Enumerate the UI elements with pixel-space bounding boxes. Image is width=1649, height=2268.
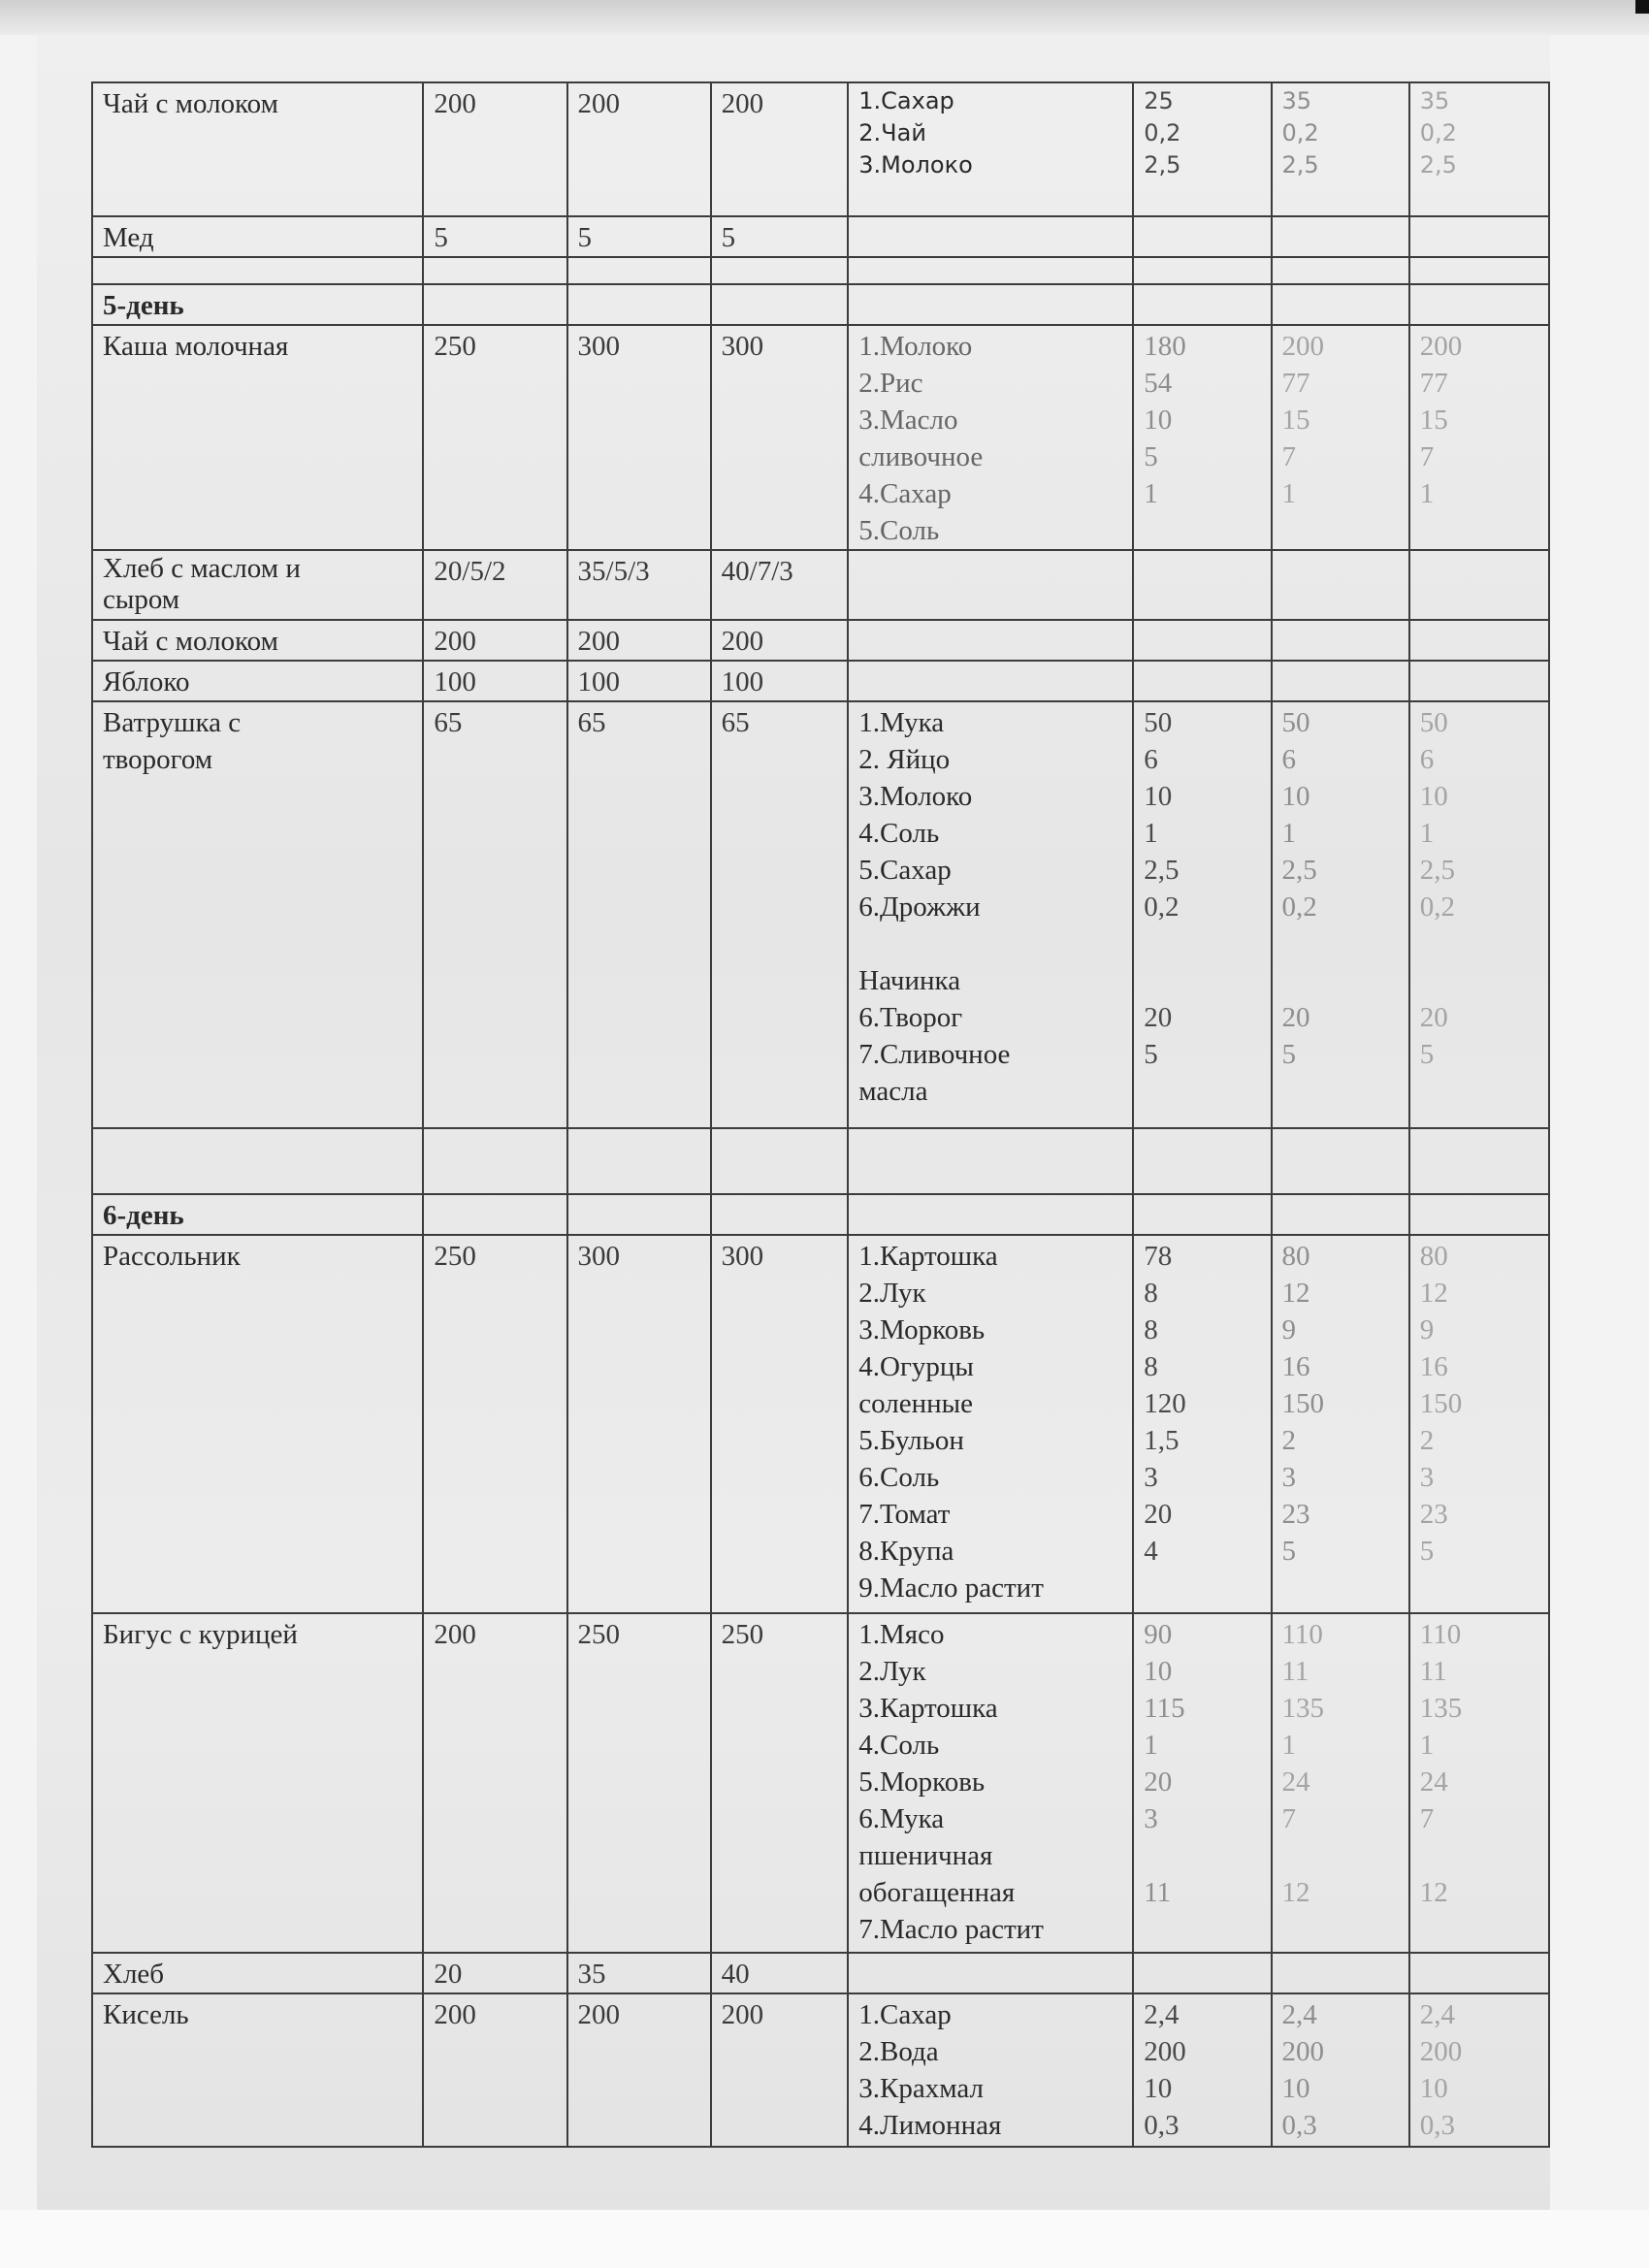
ingredients-cell (848, 82, 1133, 216)
ingredient: сливочное (858, 441, 984, 472)
ingredient: 3.Молоко (858, 781, 973, 812)
ingredient: 1.Мясо (858, 1619, 945, 1650)
portion-1: 100 (423, 661, 566, 701)
dish-name: Яблоко (92, 661, 423, 701)
portion-1: 20 (423, 1953, 566, 1993)
empty-row (92, 1128, 1549, 1194)
table-row (92, 550, 1549, 620)
ingredient: 2.Рис (858, 368, 923, 399)
table-row (92, 701, 1549, 1128)
portion-3: 200 (711, 1993, 849, 2147)
amount-col-1: 50 6 10 1 2,5 0,2 20 5 (1133, 701, 1271, 1128)
filling-label: Начинка (858, 965, 961, 996)
amount-col-2: 80 12 9 16 150 2 3 23 5 (1272, 1235, 1409, 1613)
amount-col-1: 2,4 200 10 0,3 (1133, 1993, 1271, 2147)
ingredient: 6.Дрожжи (858, 891, 981, 923)
portion-2: 35/5/3 (567, 550, 711, 620)
ingredient: 6.Соль (858, 1462, 940, 1493)
dish-name: Бигус с курицей (92, 1613, 423, 1953)
dish-name: Мед (92, 216, 423, 257)
portion-3: 300 (711, 1235, 849, 1613)
amount-col-1: 180 54 10 5 1 (1133, 325, 1271, 550)
ingredient: 4.Соль (858, 1730, 940, 1761)
portion-1: 200 (423, 82, 566, 216)
ingredient: обогащенная (858, 1877, 1016, 1908)
portion-2: 250 (567, 1613, 711, 1953)
amount-col-2: 200 77 15 7 1 (1272, 325, 1409, 550)
empty-row (92, 257, 1549, 284)
portion-1: 5 (423, 216, 566, 257)
amount-col-1: 25 0,2 2,5 (1133, 82, 1271, 216)
ingredient: 6.Творог (858, 1002, 963, 1033)
ingredients-cell (848, 325, 1133, 550)
portion-1: 200 (423, 1613, 566, 1953)
ingredient: 8.Крупа (858, 1536, 954, 1567)
table-row (92, 1613, 1549, 1953)
portion-2: 200 (567, 1993, 711, 2147)
dish-name: Хлеб (92, 1953, 423, 1993)
ingredient: 2.Вода (858, 2036, 939, 2067)
portion-2: 300 (567, 1235, 711, 1613)
amount-col-3: 50 6 10 1 2,5 0,2 20 5 (1409, 701, 1549, 1128)
ingredient: соленные (858, 1388, 973, 1419)
ingredient: 4.Соль (858, 818, 940, 849)
ingredients-cell (848, 1993, 1133, 2147)
dish-name: Хлеб с маслом и сыром (92, 550, 423, 620)
ingredients-cell (848, 1613, 1133, 1953)
ingredient: 5.Бульон (858, 1425, 964, 1456)
portion-3: 250 (711, 1613, 849, 1953)
portion-1: 65 (423, 701, 566, 1128)
day-label: 5-день (92, 284, 423, 325)
ingredient: 5.Сахар (858, 855, 952, 886)
ingredient: 7.Масло растит (858, 1914, 1044, 1945)
dish-name: Чай с молоком (92, 620, 423, 661)
portion-1: 200 (423, 620, 566, 661)
amount-col-3: 200 77 15 7 1 (1409, 325, 1549, 550)
table-row (92, 661, 1549, 701)
table-row (92, 1953, 1549, 1993)
ingredient: 4.Лимонная (858, 2110, 1002, 2141)
ingredient: 3.Картошка (858, 1693, 998, 1724)
portion-1: 250 (423, 325, 566, 550)
amount-col-3: 110 11 135 1 24 7 12 (1409, 1613, 1549, 1953)
portion-2: 35 (567, 1953, 711, 1993)
ingredients-cell (848, 701, 1133, 1128)
amount-col-1: 78 8 8 8 120 1,5 3 20 4 (1133, 1235, 1271, 1613)
portion-3: 200 (711, 620, 849, 661)
ingredient: 1.Сахар (858, 1999, 952, 2030)
dish-name: Рассольник (92, 1235, 423, 1613)
portion-3: 40 (711, 1953, 849, 1993)
ingredient: масла (858, 1076, 928, 1107)
day-header-row (92, 284, 1549, 325)
scan-bottom-edge (0, 2210, 1649, 2268)
ingredient: 6.Мука (858, 1803, 945, 1834)
portion-1: 200 (423, 1993, 566, 2147)
table-row (92, 1993, 1549, 2147)
table-row (92, 1235, 1549, 1613)
ingredient: 2.Лук (858, 1278, 926, 1309)
amount-col-2: 50 6 10 1 2,5 0,2 20 5 (1272, 701, 1409, 1128)
amount-col-2: 35 0,2 2,5 (1272, 82, 1409, 216)
ingredient: 3.Молоко (858, 151, 973, 178)
ingredient: 2.Чай (858, 119, 926, 146)
amount-col-2: 110 11 135 1 24 7 12 (1272, 1613, 1409, 1953)
ingredient: 9.Масло растит (858, 1572, 1044, 1604)
ingredients-cell (848, 1235, 1133, 1613)
ingredient: 5.Морковь (858, 1766, 986, 1798)
portion-3: 300 (711, 325, 849, 550)
portion-3: 65 (711, 701, 849, 1128)
portion-2: 65 (567, 701, 711, 1128)
ingredient: 5.Соль (858, 515, 940, 546)
scanned-page (37, 35, 1550, 2218)
ingredient: 1.Сахар (858, 87, 954, 114)
dish-name: Ватрушка с творогом (92, 701, 423, 1128)
portion-3: 100 (711, 661, 849, 701)
amount-col-3: 80 12 9 16 150 2 3 23 5 (1409, 1235, 1549, 1613)
portion-2: 300 (567, 325, 711, 550)
scan-corner-mark (1635, 0, 1649, 14)
ingredient: пшеничная (858, 1840, 993, 1871)
amount-col-3: 35 0,2 2,5 (1409, 82, 1549, 216)
ingredient: 3.Морковь (858, 1314, 986, 1345)
menu-table (91, 81, 1550, 2148)
ingredient: 3.Крахмал (858, 2073, 984, 2104)
dish-name: Каша молочная (92, 325, 423, 550)
portion-2: 200 (567, 82, 711, 216)
portion-2: 5 (567, 216, 711, 257)
ingredient: 2. Яйцо (858, 744, 951, 775)
ingredient: 4.Сахар (858, 478, 952, 509)
ingredient: 4.Огурцы (858, 1351, 974, 1382)
scan-top-edge (0, 0, 1649, 35)
portion-1: 20/5/2 (423, 550, 566, 620)
table-row (92, 216, 1549, 257)
ingredient: 3.Масло (858, 405, 958, 436)
table-row (92, 82, 1549, 216)
amount-col-2: 2,4 200 10 0,3 (1272, 1993, 1409, 2147)
ingredient: 2.Лук (858, 1656, 926, 1687)
ingredient: 1.Молоко (858, 331, 973, 362)
dish-name: Кисель (92, 1993, 423, 2147)
portion-3: 200 (711, 82, 849, 216)
day-header-row (92, 1194, 1549, 1235)
portion-3: 40/7/3 (711, 550, 849, 620)
ingredient: 7.Сливочное (858, 1039, 1011, 1070)
ingredient: 1.Мука (858, 707, 945, 738)
portion-2: 100 (567, 661, 711, 701)
ingredient: 1.Картошка (858, 1241, 998, 1272)
dish-name: Чай с молоком (92, 82, 423, 216)
amount-col-1: 90 10 115 1 20 3 11 (1133, 1613, 1271, 1953)
portion-1: 250 (423, 1235, 566, 1613)
table-row (92, 325, 1549, 550)
portion-2: 200 (567, 620, 711, 661)
portion-3: 5 (711, 216, 849, 257)
amount-col-3: 2,4 200 10 0,3 (1409, 1993, 1549, 2147)
ingredient: 7.Томат (858, 1499, 951, 1530)
day-label: 6-день (92, 1194, 423, 1235)
table-row (92, 620, 1549, 661)
